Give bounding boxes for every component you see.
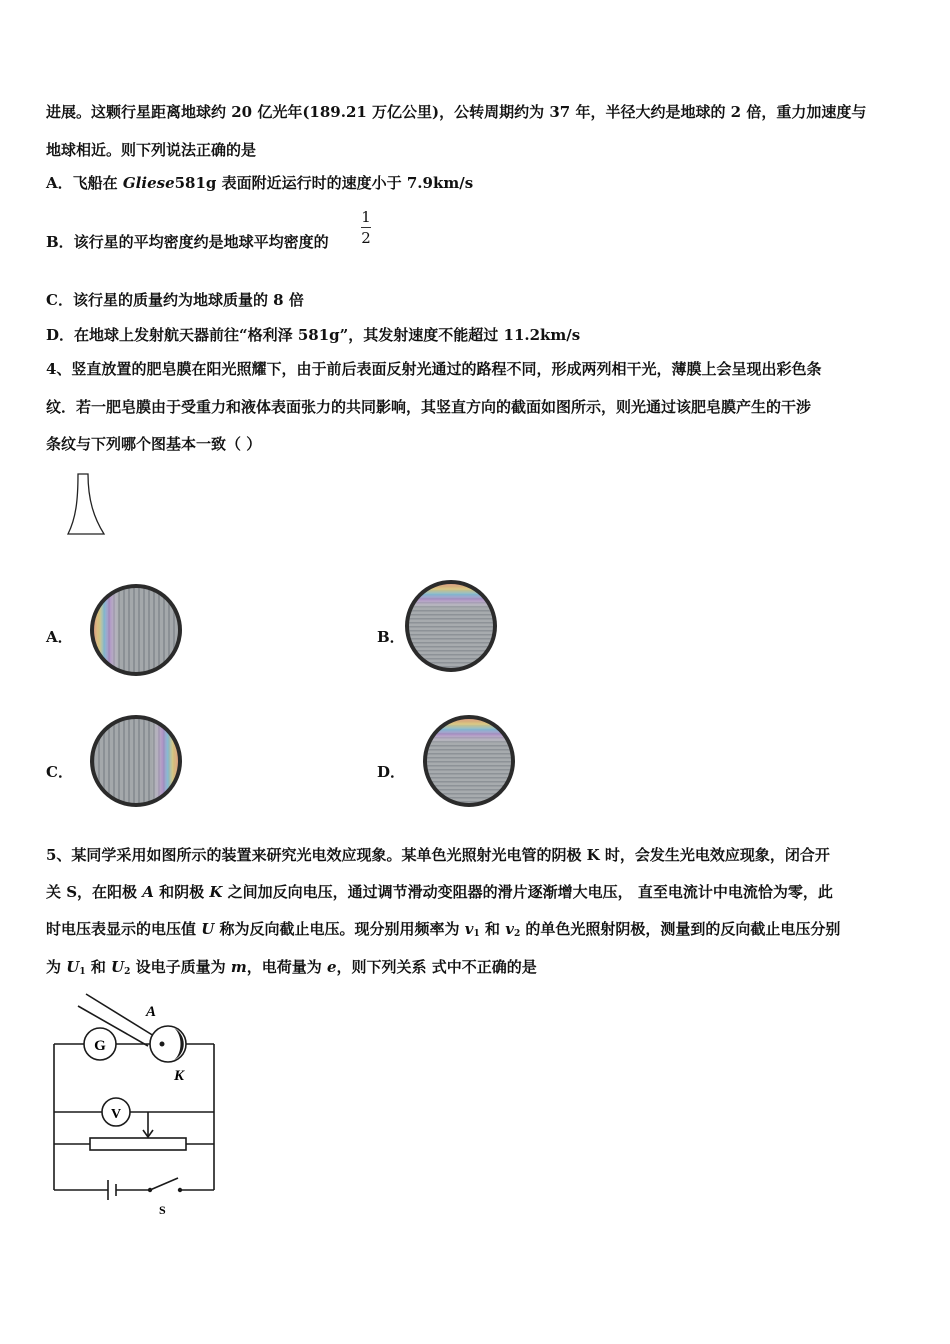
q4-line1: 4、竖直放置的肥皂膜在阳光照耀下，由于前后表面反射光通过的路程不同，形成两列相干光，薄膜上会呈现出彩色条 [46, 360, 822, 378]
cathode-label: K [174, 1068, 185, 1084]
soap-film-cross-section-figure [60, 470, 110, 540]
q4-option-b-fringe-image [403, 578, 499, 674]
q3-option-b: B．该行星的平均密度约是地球平均密度的 [46, 233, 329, 251]
q4-option-d-fringe-image [421, 713, 517, 809]
q4-option-d-label: D． [377, 763, 406, 781]
q4-option-c-fringe-image [88, 713, 184, 809]
q5-line2: 关 S，在阳极 A 和阴极 K 之间加反向电压，通过调节滑动变阻器的滑片逐渐增大电压， 直至电流计中电流恰为零，此 [46, 883, 833, 901]
q3-option-c: C．该行星的质量约为地球质量的 8 倍 [46, 291, 304, 309]
q4-line2: 纹．若一肥皂膜由于受重力和液体表面张力的共同影响，其竖直方向的截面如图所示，则光通过该肥皂膜产生的干涉 [46, 398, 812, 416]
q3-intro-line1: 进展。这颗行星距离地球约 20 亿光年(189.21 万亿公里)，公转周期约为 37 年，半径大约是地球的 2 倍，重力加速度与 [46, 103, 867, 121]
galvanometer-letter: G [94, 1038, 106, 1054]
q4-line3: 条纹与下列哪个图基本一致（ ） [46, 435, 262, 453]
q4-option-c-label: C． [46, 763, 73, 781]
q3-intro-line2: 地球相近。则下列说法正确的是 [46, 141, 257, 159]
fraction-one-half: 1 2 [361, 208, 371, 247]
q5-line3: 时电压表显示的电压值 U 称为反向截止电压。现分别用频率为 $v_1$ 和 $v_2$ 的单色光照射阴极，测量到的反向截止电压分别 [46, 920, 841, 939]
q5-line4: 为 $U_1$ 和 $U_2$ 设电子质量为 m，电荷量为 e，则下列关系 式中不正确的是 [46, 958, 537, 977]
switch-label: S [159, 1203, 166, 1217]
q3-option-a: A．飞船在 Gliese581g 表面附近运行时的速度小于 7.9km/s [46, 174, 474, 192]
q4-option-b-label: B． [377, 628, 405, 646]
q3-option-d: D．在地球上发射航天器前往“格利泽 581g”，其发射速度不能超过 11.2km/s [46, 326, 581, 344]
q5-line1: 5、某同学采用如图所示的装置来研究光电效应现象。某单色光照射光电管的阴极 K 时，会发生光电效应现象，闭合开 [46, 846, 830, 864]
voltmeter-letter: V [110, 1107, 122, 1122]
photoelectric-circuit-diagram [46, 990, 226, 1220]
anode-label: A [146, 1004, 157, 1020]
q4-option-a-label: A． [46, 628, 73, 646]
q4-option-a-fringe-image [88, 582, 184, 678]
